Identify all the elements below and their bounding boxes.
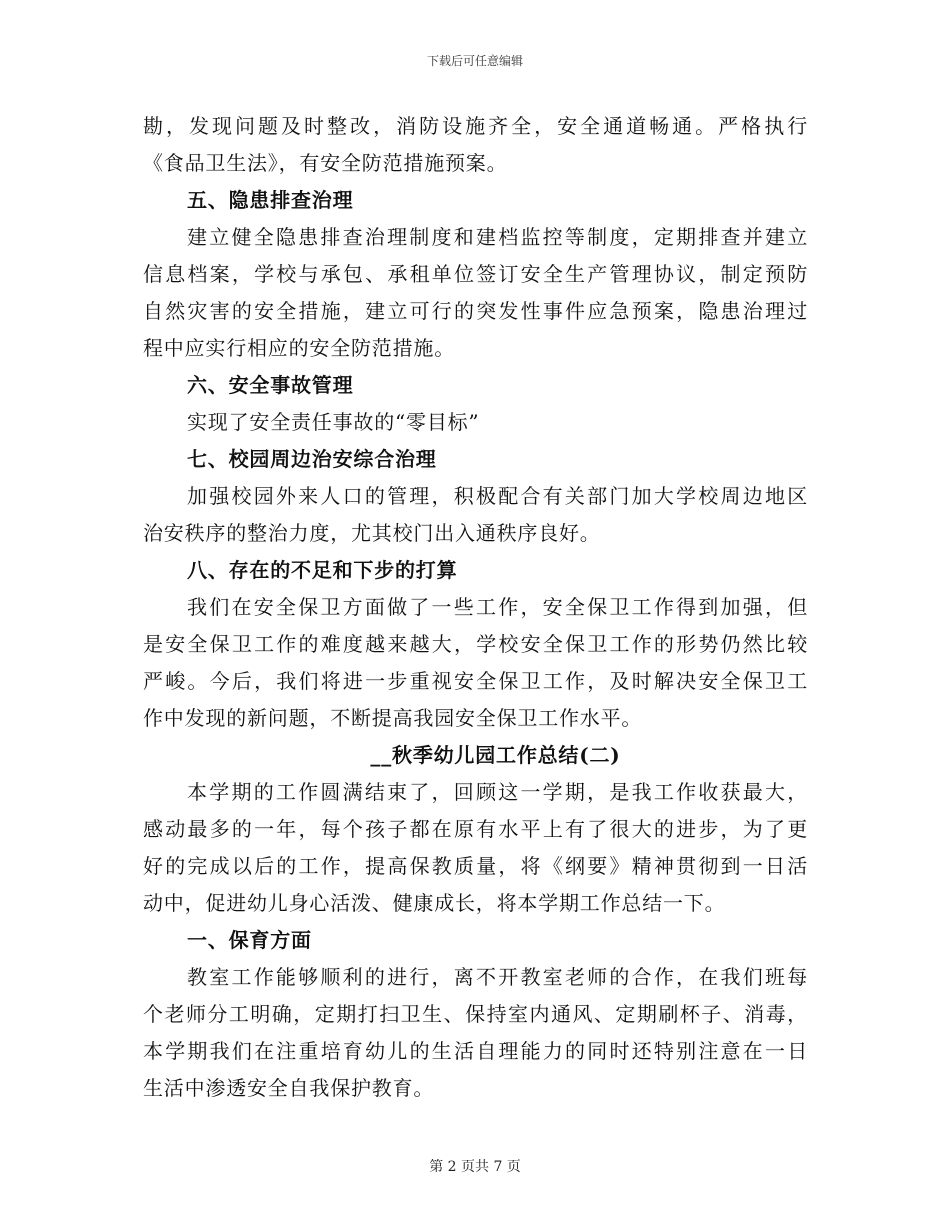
section-heading: 一、保育方面 xyxy=(187,928,312,952)
paragraph-line: 作中发现的新问题，不断提高我园安全保卫工作水平。 xyxy=(143,706,643,730)
document-body xyxy=(143,108,808,1107)
paragraph-line: 本学期的工作圆满结束了，回顾这一学期，是我工作收获最大， xyxy=(187,780,808,804)
paragraph-line: 本学期我们在注重培育幼儿的生活自理能力的同时还特别注意在一日 xyxy=(143,1039,808,1063)
paragraph-line: 程中应实行相应的安全防范措施。 xyxy=(143,336,455,360)
section-heading: 七、校园周边治安综合治理 xyxy=(187,447,437,471)
paragraph-line: 加强校园外来人口的管理，积极配合有关部门加大学校周边地区 xyxy=(187,484,808,508)
page-number: 第 2 页共 7 页 xyxy=(429,1159,521,1175)
section-heading: 五、隐患排查治理 xyxy=(187,188,354,212)
paragraph-line: 《食品卫生法》，有安全防范措施预案。 xyxy=(143,151,508,175)
paragraph-line: 严峻。今后，我们将进一步重视安全保卫工作，及时解决安全保卫工 xyxy=(143,669,808,693)
paragraph-line: 信息档案，学校与承包、承租单位签订安全生产管理协议，制定预防 xyxy=(143,262,808,286)
paragraph-line: 生活中渗透安全自我保护教育。 xyxy=(143,1076,435,1100)
paragraph-line: 感动最多的一年，每个孩子都在原有水平上有了很大的进步，为了更 xyxy=(143,817,808,841)
paragraph-line: 勘，发现问题及时整改，消防设施齐全，安全通道畅通。严格执行 xyxy=(143,114,808,138)
document-subtitle: __秋季幼儿园工作总结(二) xyxy=(370,743,621,767)
paragraph-line: 动中，促进幼儿身心活泼、健康成长，将本学期工作总结一下。 xyxy=(143,891,726,915)
section-heading: 八、存在的不足和下步的打算 xyxy=(187,558,458,582)
paragraph-line: 建立健全隐患排查治理制度和建档监控等制度，定期排查并建立 xyxy=(187,225,808,249)
paragraph-line: 实现了安全责任事故的“零目标” xyxy=(187,410,480,434)
paragraph-line: 教室工作能够顺利的进行，离不开教室老师的合作，在我们班每 xyxy=(187,965,808,989)
paragraph-line: 个老师分工明确，定期打扫卫生、保持室内通风、定期刷杯子、消毒， xyxy=(143,1002,808,1026)
paragraph-line: 好的完成以后的工作，提高保教质量，将《纲要》精神贯彻到一日活 xyxy=(143,854,808,878)
paragraph-line: 治安秩序的整治力度，尤其校门出入通秩序良好。 xyxy=(143,521,601,545)
paragraph-line: 自然灾害的安全措施，建立可行的突发性事件应急预案，隐患治理过 xyxy=(143,299,808,323)
section-heading: 六、安全事故管理 xyxy=(187,373,354,397)
header-note: 下载后可任意编辑 xyxy=(426,54,523,68)
paragraph-line: 我们在安全保卫方面做了一些工作，安全保卫工作得到加强，但 xyxy=(187,595,808,619)
paragraph-line: 是安全保卫工作的难度越来越大，学校安全保卫工作的形势仍然比较 xyxy=(143,632,808,656)
